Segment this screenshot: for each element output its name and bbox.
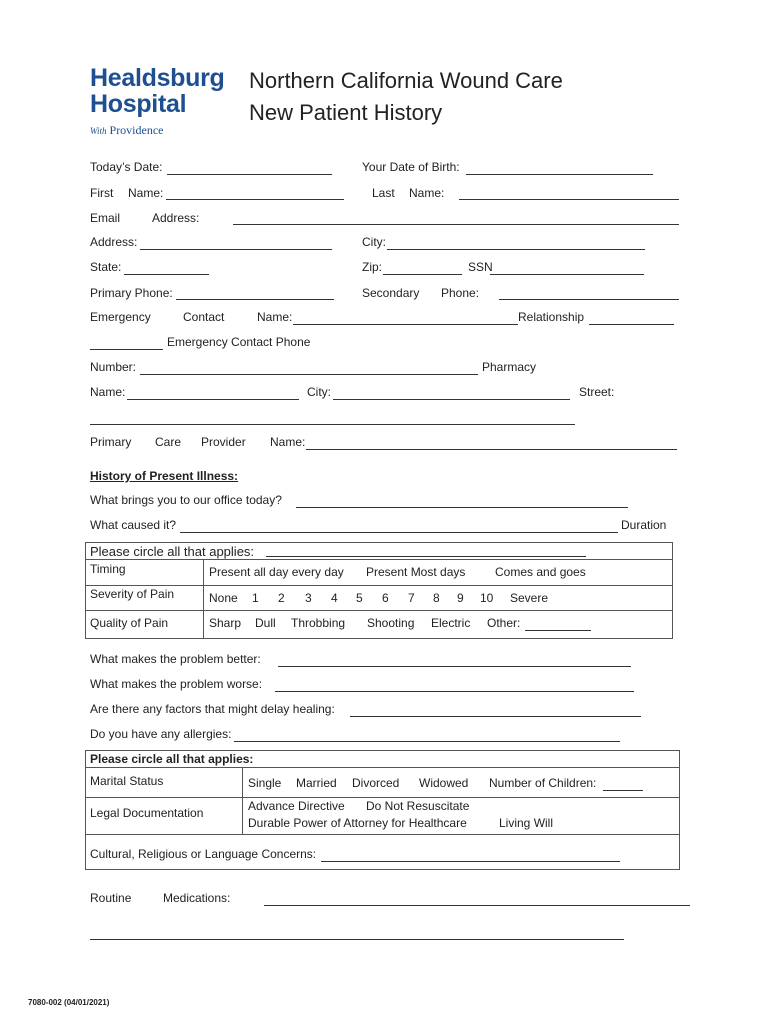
state-field[interactable] [124,274,209,275]
dob-field[interactable] [466,174,653,175]
better-label: What makes the problem better: [90,652,261,666]
last-name-label: Name: [409,186,445,200]
social-table-col-divider [242,767,243,835]
severity-9[interactable]: 9 [457,591,464,605]
provider-label: Provider [201,435,246,449]
quality-dull[interactable]: Dull [255,616,276,630]
pharmacy-street-label: Street: [579,385,615,399]
secondary-phone-label: Phone: [441,286,480,300]
brings-label: What brings you to our office today? [90,493,282,507]
first-name-field[interactable] [166,199,344,200]
quality-other-field[interactable] [525,630,591,631]
zip-label: Zip: [362,260,383,274]
social-table-row-divider-2 [85,834,680,835]
better-field[interactable] [278,666,631,667]
pharmacy-name-label: Name: [90,385,126,399]
hpi-heading: History of Present Illness: [90,469,239,483]
severity-5[interactable]: 5 [356,591,363,605]
city-label: City: [362,235,386,249]
severity-severe[interactable]: Severe [510,591,549,605]
concerns-label: Cultural, Religious or Language Concerns: [90,847,317,861]
pain-table-row-divider-2 [85,610,673,611]
form-subtitle: New Patient History [249,100,443,125]
legal-dpoa[interactable]: Durable Power of Attorney for Healthcare [248,816,467,830]
quality-electric[interactable]: Electric [431,616,471,630]
ec-name-field[interactable] [293,324,518,325]
last-name-field[interactable] [459,199,679,200]
first-name-label: Name: [128,186,164,200]
marital-label: Marital Status [90,774,164,788]
primary-label: Primary [90,435,132,449]
number-label: Number: [90,360,137,374]
severity-6[interactable]: 6 [382,591,389,605]
legal-advance-directive[interactable]: Advance Directive [248,799,345,813]
form-title: Northern California Wound Care [249,68,563,93]
severity-3[interactable]: 3 [305,591,312,605]
worse-label: What makes the problem worse: [90,677,263,691]
pcp-name-field[interactable] [306,449,677,450]
hospital-logo-line1: Healdsburg [90,64,225,92]
ssn-field[interactable] [490,274,644,275]
quality-sharp[interactable]: Sharp [209,616,242,630]
children-label: Number of Children: [489,776,597,790]
pharmacy-city-field[interactable] [333,399,570,400]
secondary-label: Secondary [362,286,420,300]
ec-name-label: Name: [257,310,293,324]
allergies-label: Do you have any allergies: [90,727,232,741]
last-label: Last [372,186,395,200]
children-field[interactable] [603,790,643,791]
worse-field[interactable] [275,691,634,692]
pharmacy-name-field[interactable] [127,399,299,400]
pcp-name-label: Name: [270,435,306,449]
legal-dnr[interactable]: Do Not Resuscitate [366,799,470,813]
email-label: Email [90,211,121,225]
contact-label: Contact [183,310,225,324]
social-table-row-divider-1 [85,797,680,798]
city-field[interactable] [387,249,645,250]
email-field[interactable] [233,224,679,225]
severity-8[interactable]: 8 [433,591,440,605]
legal-living-will[interactable]: Living Will [499,816,554,830]
medications-label: Medications: [163,891,231,905]
pain-table-row-divider-1 [85,585,673,586]
severity-1[interactable]: 1 [252,591,259,605]
delay-label: Are there any factors that might delay healing: [90,702,335,716]
marital-married[interactable]: Married [296,776,337,790]
medications-field-2[interactable] [90,939,624,940]
severity-label: Severity of Pain [90,587,175,601]
severity-none[interactable]: None [209,591,238,605]
pharmacy-label: Pharmacy [482,360,537,374]
allergies-field[interactable] [234,741,620,742]
quality-label: Quality of Pain [90,616,169,630]
marital-single[interactable]: Single [248,776,282,790]
timing-option-3[interactable]: Comes and goes [495,565,586,579]
primary-phone-field[interactable] [176,299,334,300]
timing-option-1[interactable]: Present all day every day [209,565,344,579]
quality-shooting[interactable]: Shooting [367,616,415,630]
concerns-field[interactable] [321,861,620,862]
timing-label: Timing [90,562,126,576]
first-label: First [90,186,114,200]
social-table-header-divider [85,767,680,768]
pain-table-col-divider [203,559,204,638]
social-table-header: Please circle all that applies: [90,752,254,766]
ec-phone-number-field[interactable] [140,374,478,375]
brings-field[interactable] [296,507,628,508]
todays-date-label: Today’s Date: [90,160,163,174]
pain-header-underline [266,556,586,557]
marital-divorced[interactable]: Divorced [352,776,400,790]
severity-2[interactable]: 2 [278,591,285,605]
medications-field-1[interactable] [264,905,690,906]
caused-label: What caused it? [90,518,177,532]
pharmacy-city-label: City: [307,385,331,399]
email-address-label: Address: [152,211,200,225]
severity-7[interactable]: 7 [408,591,415,605]
emergency-label: Emergency [90,310,151,324]
pharmacy-street-field[interactable] [90,424,575,425]
relationship-field[interactable] [589,324,674,325]
ssn-label: SSN [468,260,493,274]
ec-phone-prefix-field[interactable] [90,349,163,350]
routine-label: Routine [90,891,132,905]
dob-label: Your Date of Birth: [362,160,460,174]
todays-date-field[interactable] [167,174,332,175]
quality-throbbing[interactable]: Throbbing [291,616,346,630]
state-label: State: [90,260,122,274]
primary-phone-label: Primary Phone: [90,286,173,300]
ec-phone-label: Emergency Contact Phone [167,335,311,349]
severity-4[interactable]: 4 [331,591,338,605]
hospital-logo-line2: Hospital [90,90,187,118]
address-field[interactable] [140,249,332,250]
quality-other-label: Other: [487,616,521,630]
severity-10[interactable]: 10 [480,591,494,605]
form-id: 7080-002 (04/01/2021) [28,998,110,1007]
address-label: Address: [90,235,138,249]
marital-widowed[interactable]: Widowed [419,776,469,790]
relationship-label: Relationship [518,310,585,324]
legal-label: Legal Documentation [90,806,204,820]
pain-table-header-divider [85,559,673,560]
delay-field[interactable] [350,716,641,717]
timing-option-2[interactable]: Present Most days [366,565,466,579]
caused-field[interactable] [180,532,618,533]
duration-label: Duration [621,518,667,532]
pain-table-header: Please circle all that applies: [90,544,255,559]
care-label: Care [155,435,182,449]
secondary-phone-field[interactable] [499,299,679,300]
hospital-logo-affiliation: With Providence [90,123,164,137]
zip-field[interactable] [383,274,462,275]
